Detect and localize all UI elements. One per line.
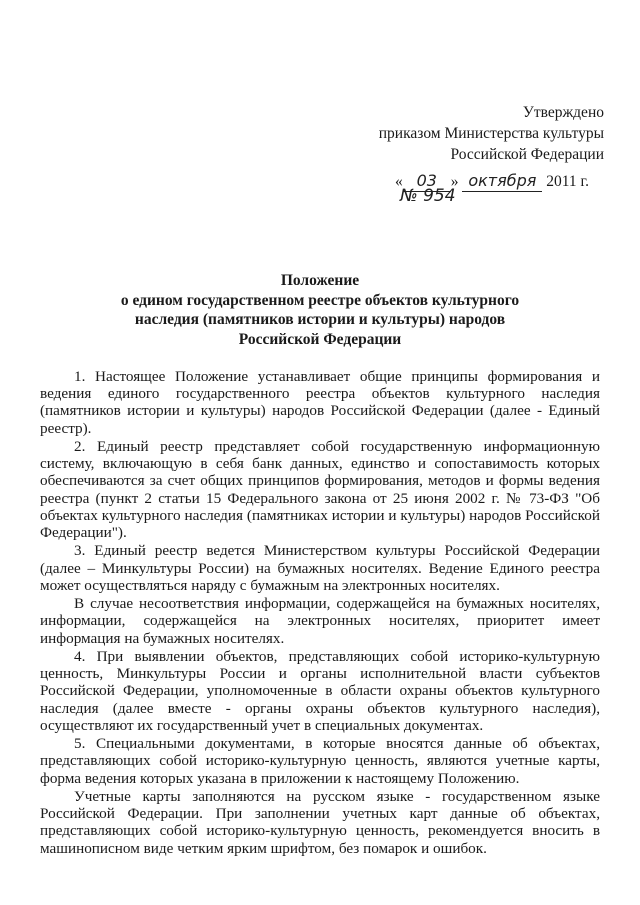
paragraph-3: 3. Единый реестр ведется Министерством культуры Российской Федерации (далее – Минкультуры России) на бумажных носителях. Ведение Единого реестра может осуществляться наряду с бумажным на электронных носителях. (40, 542, 600, 594)
date-day: 03 (416, 171, 437, 190)
paragraph-4: 4. При выявлении объектов, представляющих собой историко-культурную ценность, Минкультуры России и органы исполнительной власти субъектов Российской Федерации, уполномоченные в области охраны объектов культурного наследия (далее вместе - органы охраны объектов культурного наследия), осуществляют их государственный учет в специальных документах. (40, 648, 600, 734)
approval-line-ministry: Российской Федерации (450, 146, 604, 163)
document-title (0, 271, 640, 349)
paragraph-5: 5. Специальными документами, в которые вносятся данные об объектах, представляющих собой историко-культурную ценность, являются учетные карты, форма ведения которых указана в приложении к настоящему Положению. (40, 735, 600, 787)
document-body (40, 368, 600, 858)
date-month: октября (468, 171, 537, 190)
paragraph-3-continued: В случае несоответствия информации, содержащейся на бумажных носителях, информации, содержащейся на электронных носителях, приоритет имеет информация на бумажных носителях. (40, 595, 600, 647)
approval-block (379, 102, 604, 165)
date-year: 2011 г. (546, 173, 590, 190)
paragraph-1: 1. Настоящее Положение устанавливает общие принципы формирования и ведения единого государственного реестра объектов культурного наследия (памятников истории и культуры) народов Российской Федерации (далее - Единый реестр). (40, 368, 600, 437)
approval-line-approved: Утверждено (522, 104, 604, 121)
order-number: № 954 (400, 186, 456, 206)
title-line-2: о едином государственном реестре объектов культурного (120, 291, 520, 309)
title-line-1: Положение (280, 272, 360, 289)
date-close-quote: » (450, 173, 459, 190)
paragraph-2: 2. Единый реестр представляет собой государственную информационную систему, включающую в себя банк данных, единство и сопоставимость которых обеспечиваются за счет общих принципов формирования, методов и формы ведения реестра (пункт 2 статьи 15 Федерального закона от 25 июня 2002 г. № 73-ФЗ "Об объектах культурного наследия (памятниках истории и культуры) народов Российской Федерации"). (40, 438, 600, 542)
title-line-3: наследия (памятников истории и культуры) народов (134, 311, 506, 328)
approval-line-order: приказом Министерства культуры (378, 125, 604, 142)
title-line-4: Российской Федерации (238, 330, 402, 348)
date-open-quote: « (395, 173, 403, 190)
paragraph-5-continued: Учетные карты заполняются на русском языке - государственном языке Российской Федерации. При заполнении учетных карт данные об объектах, представляющих собой историко-культурную ценность, рекомендуется вносить в машинописном виде четким ярким шрифтом, без помарок и ошибок. (40, 788, 600, 857)
